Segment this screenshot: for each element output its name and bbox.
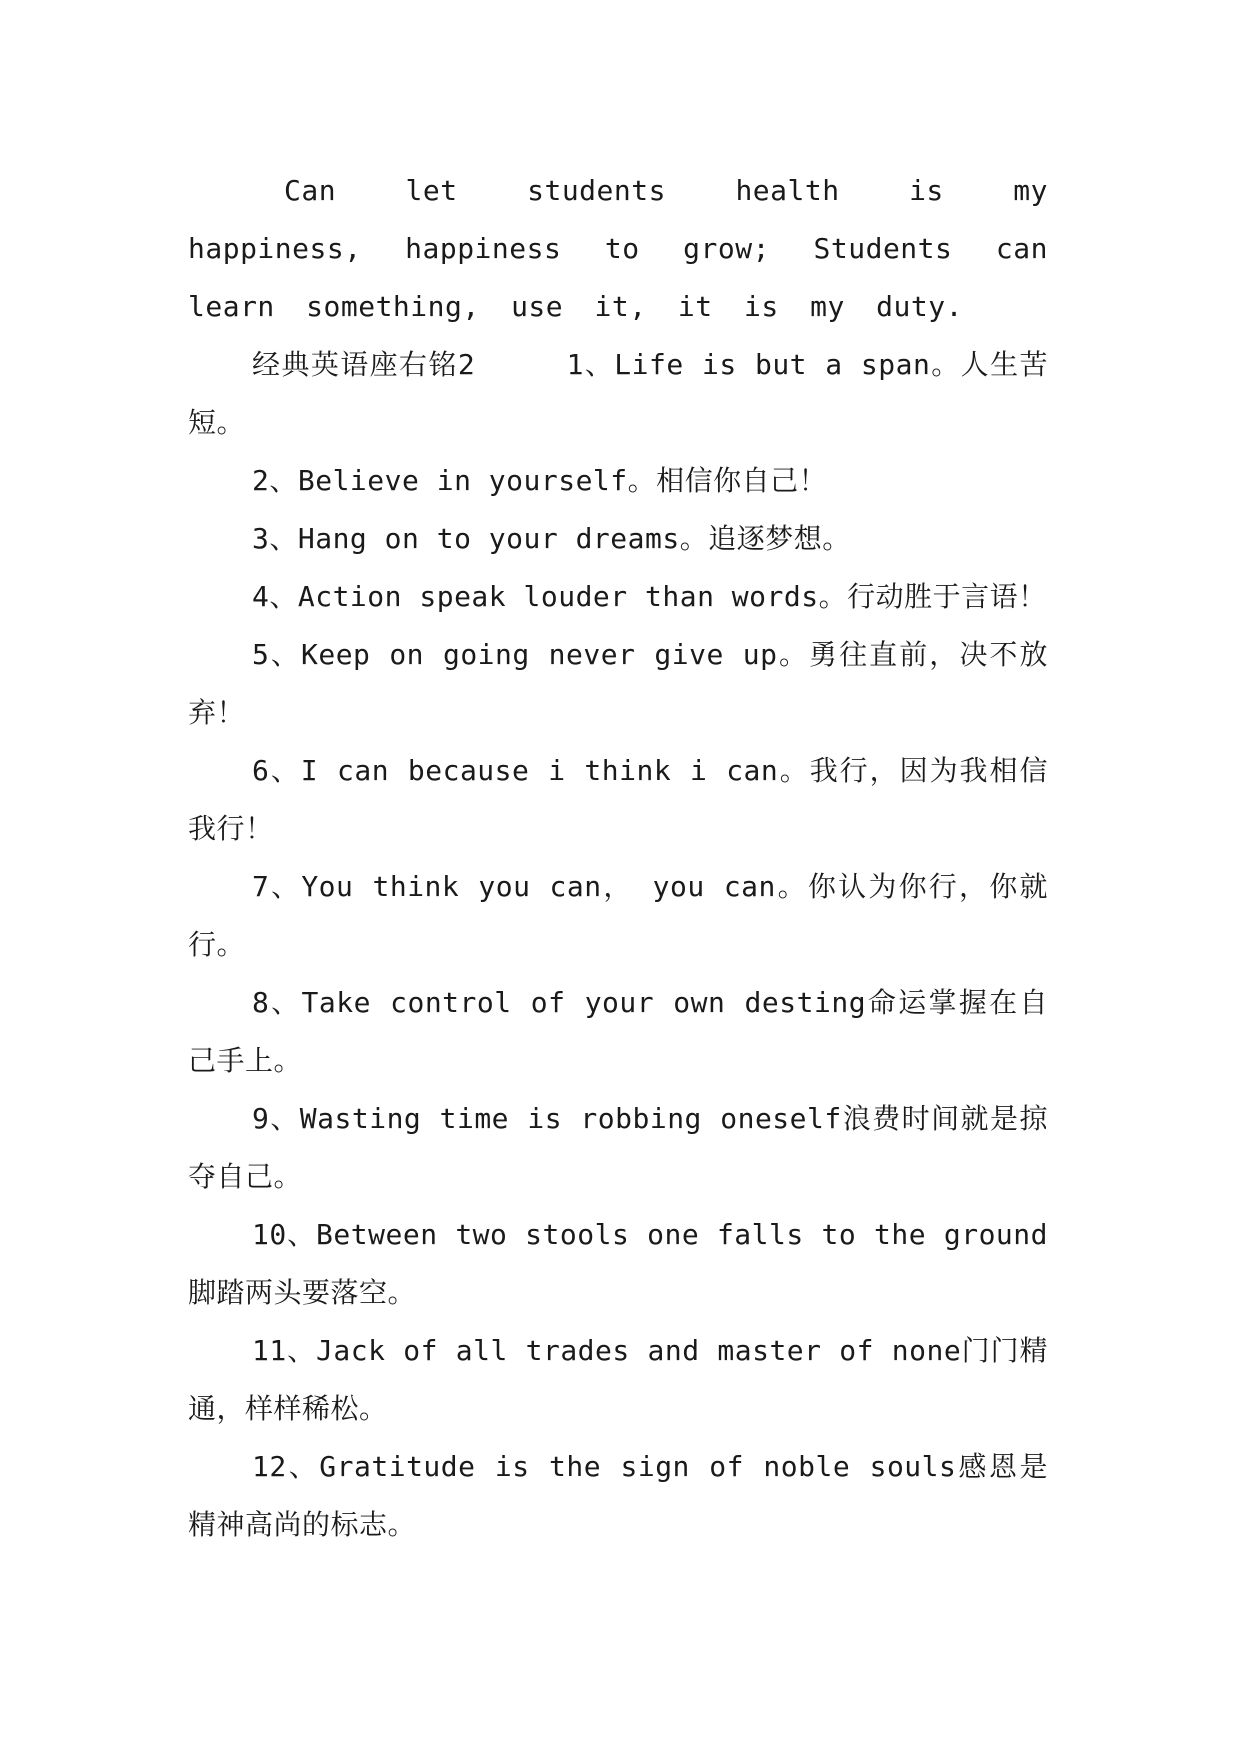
motto-paragraph-4 [188, 568, 1048, 626]
motto-paragraph-9 [188, 1090, 1048, 1206]
motto-item-8: 8、Take control of your own desting命运掌握在自己手上。 [188, 986, 1048, 1077]
motto-item-1: 1、Life is but a span。人生苦短。 [188, 348, 1048, 439]
motto-paragraph-5 [188, 626, 1048, 742]
motto-item-6: 6、I can because i think i can。我行，因为我相信我行！ [188, 754, 1048, 845]
motto-item-12: 12、Gratitude is the sign of noble souls感恩是精神高尚的标志。 [188, 1450, 1048, 1541]
motto-paragraph-8 [188, 974, 1048, 1090]
motto-item-11: 11、Jack of all trades and master of none门门精通，样样稀松。 [188, 1334, 1048, 1425]
motto-item-4: 4、Action speak louder than words。行动胜于言语！ [252, 580, 1047, 613]
motto-item-9: 9、Wasting time is robbing oneself浪费时间就是掠夺自己。 [188, 1102, 1048, 1193]
motto-paragraph-6 [188, 742, 1048, 858]
motto-item-3: 3、Hang on to your dreams。追逐梦想。 [252, 522, 851, 555]
motto-item-10: 10、Between two stools one falls to the ground脚踏两头要落空。 [188, 1218, 1048, 1309]
motto-paragraph-11 [188, 1322, 1048, 1438]
document-page [188, 162, 1080, 1554]
intro-paragraph [188, 162, 1080, 336]
motto-paragraph-10 [188, 1206, 1048, 1322]
motto-paragraph-3 [188, 510, 1048, 568]
motto-item-2: 2、Believe in yourself。相信你自己！ [252, 464, 828, 497]
intro-paragraph-text: Can let students health is my happiness, happiness to grow; Students can learn something, use it, it is my duty. [188, 174, 1080, 323]
motto-paragraph-2 [188, 452, 1048, 510]
motto-item-5: 5、Keep on going never give up。勇往直前，决不放弃！ [188, 638, 1048, 729]
section-heading-paragraph [188, 336, 1048, 452]
motto-paragraph-12 [188, 1438, 1048, 1554]
motto-paragraph-7 [188, 858, 1048, 974]
heading-spacer [475, 348, 566, 381]
section-heading: 经典英语座右铭2 [252, 348, 476, 381]
motto-item-7: 7、You think you can， you can。你认为你行，你就行。 [188, 870, 1048, 961]
